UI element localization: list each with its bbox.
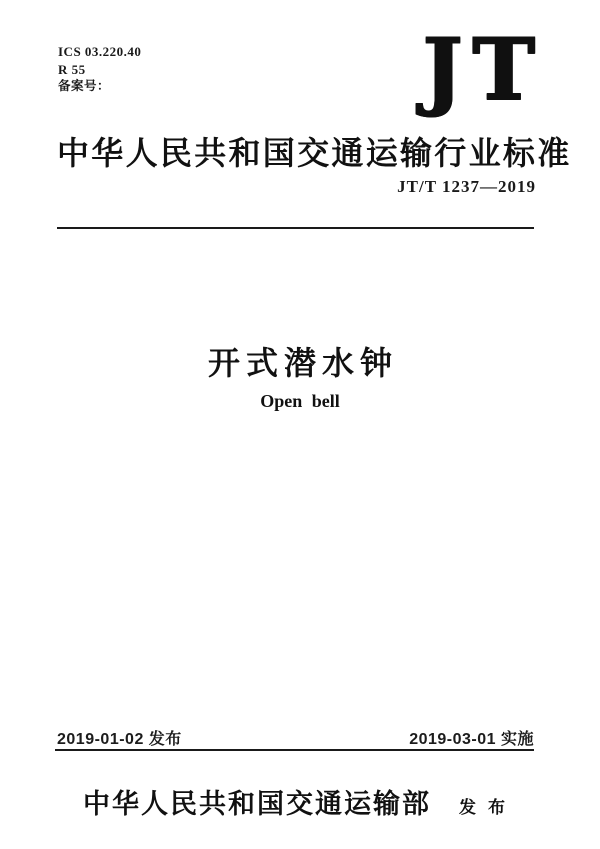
footer-rule — [55, 749, 534, 751]
record-number-label: 备案号： — [58, 79, 111, 93]
document-title-zh: 开式潜水钟 — [207, 345, 398, 381]
implementation-date: 2019-03-01 实施 — [409, 731, 534, 748]
metadata-block — [58, 43, 141, 96]
document-title-en: Open bell — [260, 391, 340, 411]
jt-logo: JT — [422, 20, 545, 119]
standard-number: JT/T 1237—2019 — [397, 177, 536, 196]
issue-date: 2019-01-02 发布 — [57, 731, 182, 748]
publisher-name: 中华人民共和国交通运输部 — [83, 789, 431, 819]
classification-code: R 55 — [58, 61, 86, 77]
standard-category-title: 中华人民共和国交通运输行业标准 — [57, 135, 572, 171]
header-rule — [57, 227, 534, 229]
publisher-row — [0, 782, 600, 821]
publish-label: 发布 — [459, 798, 517, 817]
ics-code: ICS 03.220.40 — [58, 44, 142, 59]
